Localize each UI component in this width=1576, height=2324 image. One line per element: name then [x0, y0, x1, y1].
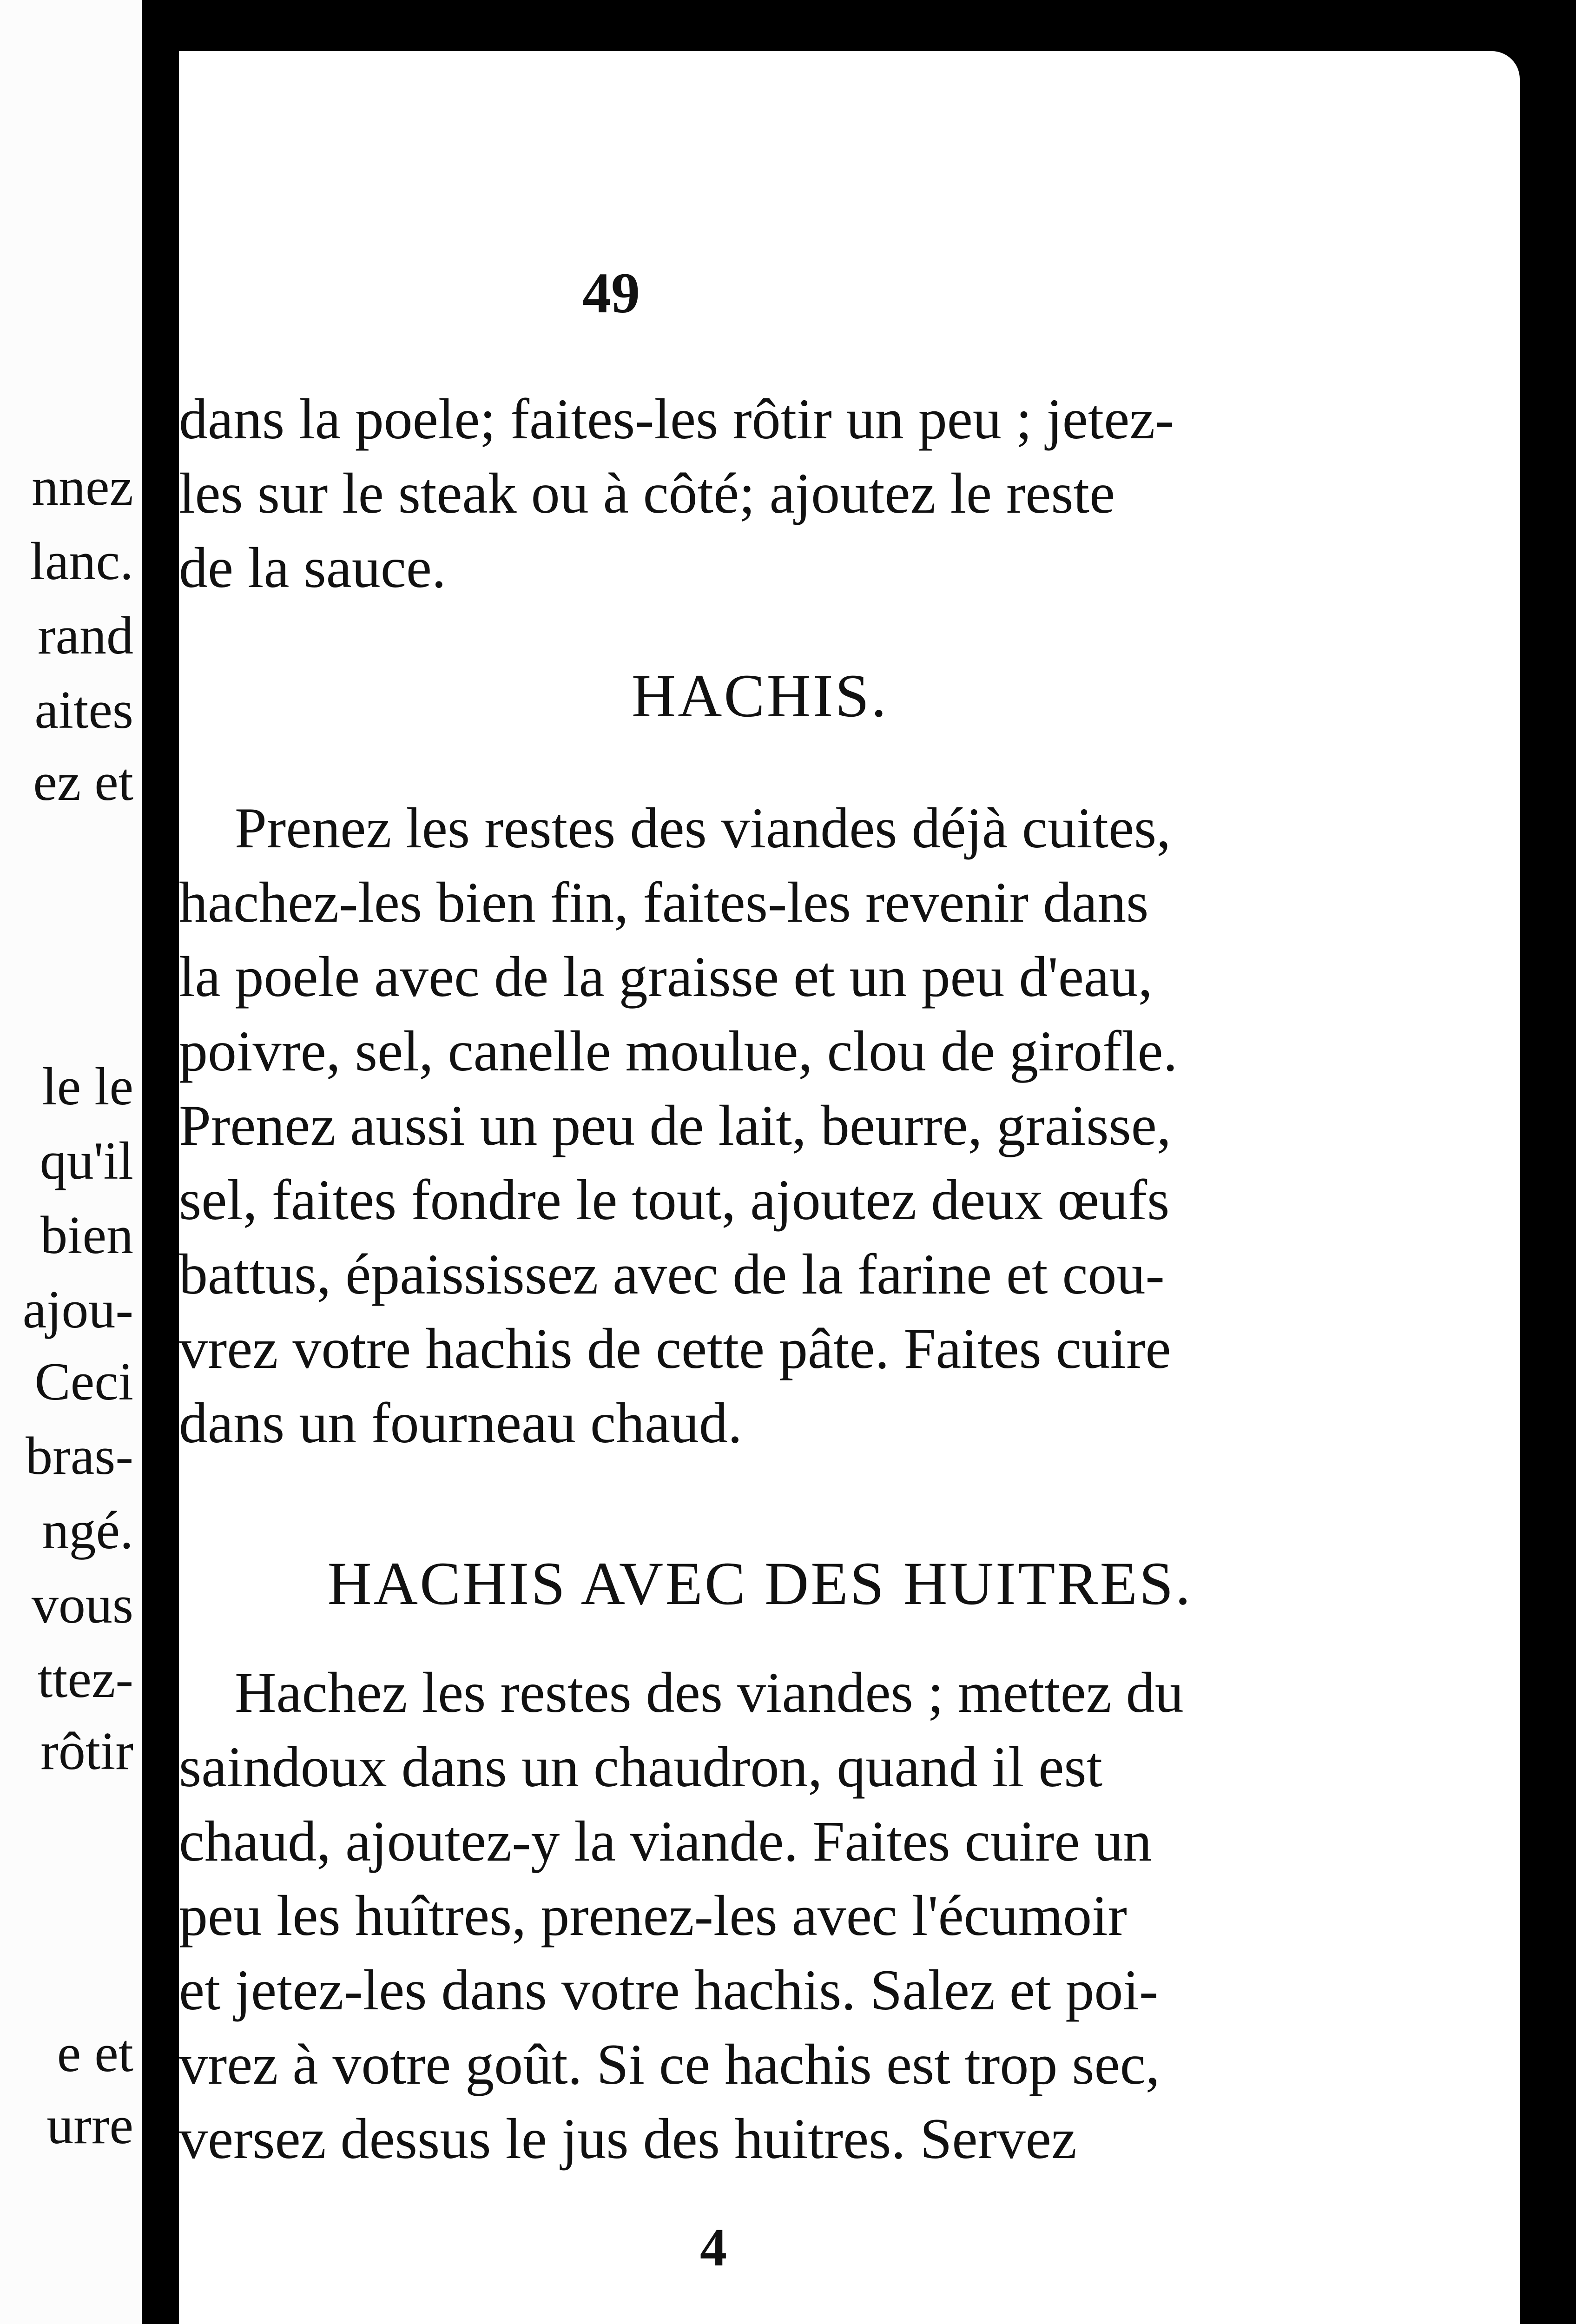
body-line: dans un fourneau chaud.: [179, 1391, 743, 1455]
body-line: de la sauce.: [179, 536, 446, 600]
body-line: versez dessus le jus des huitres. Servez: [179, 2107, 1077, 2171]
body-line: battus, épaississez avec de la farine et cou-: [179, 1242, 1165, 1306]
facing-page-text: ngé.: [42, 1501, 133, 1560]
body-line: la poele avec de la graisse et un peu d'eau,: [179, 945, 1153, 1009]
body-line: chaud, ajoutez-y la viande. Faites cuire un: [179, 1809, 1152, 1873]
facing-page-fragment: [0, 0, 142, 2324]
body-line: Hachez les restes des viandes ; mettez du: [235, 1661, 1184, 1724]
recipe-heading: HACHIS AVEC DES HUITRES.: [327, 1549, 1193, 1618]
body-line: dans la poele; faites-les rôtir un peu ; jetez-: [179, 387, 1174, 451]
book-page: [179, 51, 1520, 2324]
facing-page-text: e et: [57, 2024, 133, 2083]
facing-page-text: aites: [34, 680, 133, 740]
body-line: hachez-les bien fin, faites-les revenir dans: [179, 871, 1149, 934]
facing-page-text: vous: [31, 1575, 133, 1635]
body-line: vrez votre hachis de cette pâte. Faites cuire: [179, 1317, 1171, 1380]
facing-page-text: ez et: [33, 753, 133, 812]
facing-page-text: qu'il: [40, 1131, 133, 1191]
facing-page-text: le le: [42, 1057, 133, 1116]
facing-page-text: nnez: [32, 457, 133, 517]
signature-mark: 4: [700, 2218, 727, 2278]
facing-page-text: Ceci: [34, 1352, 133, 1412]
body-line: les sur le steak ou à côté; ajoutez le reste: [179, 462, 1115, 525]
facing-page-text: bien: [40, 1206, 133, 1265]
body-line: peu les huîtres, prenez-les avec l'écumoir: [179, 1884, 1127, 1948]
body-line: sel, faites fondre le tout, ajoutez deux œufs: [179, 1168, 1170, 1232]
body-line: Prenez aussi un peu de lait, beurre, graisse,: [179, 1094, 1171, 1157]
body-line: vrez à votre goût. Si ce hachis est trop sec,: [179, 2033, 1160, 2096]
body-line: Prenez les restes des viandes déjà cuites,: [235, 796, 1171, 860]
facing-page-text: ttez-: [37, 1650, 133, 1709]
facing-page-text: ajou-: [22, 1280, 133, 1340]
book-gutter: [142, 0, 179, 2324]
page-number: 49: [582, 261, 640, 325]
body-line: saindoux dans un chaudron, quand il est: [179, 1735, 1103, 1799]
facing-page-text: rôtir: [40, 1722, 133, 1781]
body-line: poivre, sel, canelle moulue, clou de girofle.: [179, 1019, 1178, 1083]
facing-page-text: urre: [46, 2096, 133, 2155]
facing-page-text: lanc.: [30, 532, 133, 591]
recipe-heading: HACHIS.: [631, 661, 889, 730]
body-line: et jetez-les dans votre hachis. Salez et poi-: [179, 1958, 1159, 2022]
facing-page-text: rand: [37, 606, 133, 666]
facing-page-text: bras-: [26, 1426, 133, 1486]
